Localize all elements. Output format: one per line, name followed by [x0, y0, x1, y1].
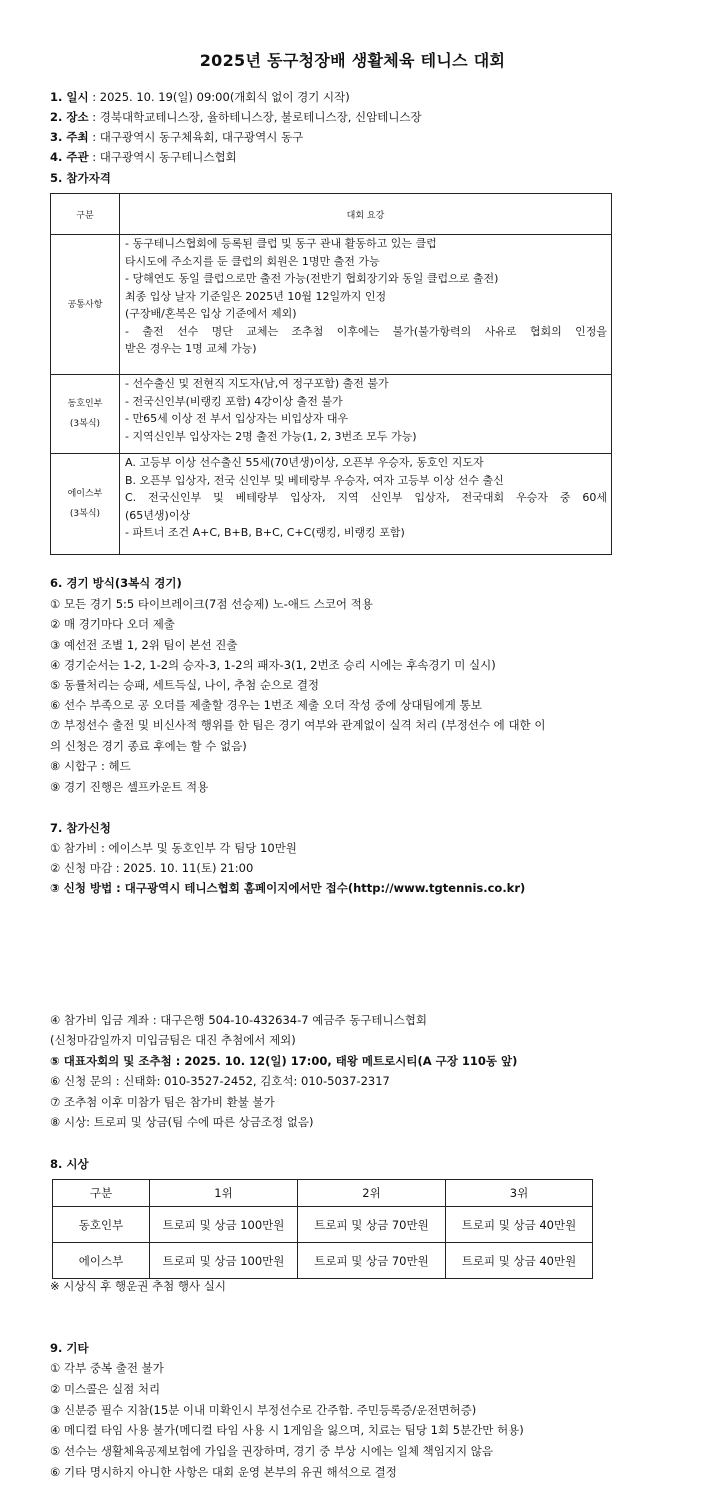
description-line: A. 고등부 이상 선수출신 55세(70년생)이상, 오픈부 우승자, 동호인 지도자 [125, 456, 484, 469]
description-line: - 출전 선수 명단 교체는 조추첨 이후에는 불가(불가항력의 사유로 협회의 인정을 [125, 324, 607, 338]
table-row [53, 1243, 593, 1279]
list-item: ② 신청 마감 : 2025. 10. 11(토) 21:00 [50, 861, 254, 875]
description-cell [120, 454, 612, 555]
description-line: - 파트너 조건 A+C, B+B, B+C, C+C(랭킹, 비랭킹 포함) [125, 526, 405, 539]
table-cell: 트로피 및 상금 70만원 [298, 1207, 446, 1243]
table-cell: 트로피 및 상금 100만원 [150, 1243, 298, 1279]
description-cell [120, 375, 612, 454]
list-item: ⑦ 부정선수 출전 및 비신사적 행위를 한 팀은 경기 여부와 관계없이 실격 처리 (부정선수 에 대한 이 [50, 718, 546, 732]
table-header-cell: 3위 [446, 1180, 593, 1207]
table-cell: 동호인부 [53, 1207, 150, 1243]
info-host: 3. 주최 : 대구광역시 동구체육회, 대구광역시 동구 [50, 130, 304, 144]
table-row [51, 235, 612, 375]
description-line: - 당해연도 동일 클럽으로만 출전 가능(전반기 협회장기와 동일 클럽으로 출전) [125, 272, 499, 285]
table-row [51, 454, 612, 555]
description-line: 받은 경우는 1명 교체 가능) [125, 342, 257, 355]
list-item: ③ 신청 방법 : 대구광역시 테니스협회 홈페이지에서만 접수(http://www.tgtennis.co.kr) [50, 881, 526, 895]
list-item: (신청마감일까지 미입금팀은 대진 추첨에서 제외) [50, 1033, 296, 1047]
description-line: (65년생)이상 [125, 508, 191, 522]
table-header-cell: 구분 [53, 1180, 150, 1207]
description-line: - 만65세 이상 전 부서 입상자는 비입상자 대우 [125, 412, 349, 425]
list-item: ⑥ 선수 부족으로 공 오더를 제출할 경우는 1번조 제출 오더 작성 중에 상대팀에게 통보 [50, 698, 482, 712]
list-item: ⑦ 조추첨 이후 미참가 팀은 참가비 환불 불가 [50, 1095, 275, 1109]
qualification-table [50, 193, 612, 555]
description-line: - 지역신인부 입상자는 2명 출전 가능(1, 2, 3번조 모두 가능) [125, 429, 417, 443]
list-item: ⑥ 신청 문의 : 신태화: 010-3527-2452, 김호석: 010-5037-2317 [50, 1074, 390, 1088]
list-item: ⑤ 대표자회의 및 조추첨 : 2025. 10. 12(일) 17:00, 태왕 메트로시티(A 구장 110동 앞) [50, 1054, 518, 1068]
list-item: ④ 경기순서는 1-2, 1-2의 승자-3, 1-2의 패자-3(1, 2번조 승리 시에는 후속경기 미 실시) [50, 658, 496, 672]
list-item: ⑧ 시합구 : 헤드 [50, 759, 131, 773]
info-date: 1. 일시 : 2025. 10. 19(일) 09:00(개회식 없이 경기 시작) [50, 90, 350, 104]
awards-heading: 8. 시상 [50, 1157, 89, 1171]
table-cell: 트로피 및 상금 40만원 [446, 1243, 593, 1279]
table-header-cell: 대회 요강 [120, 194, 612, 235]
info-organizer: 4. 주관 : 대구광역시 동구테니스협회 [50, 150, 237, 164]
game-method-heading: 6. 경기 방식(3복식 경기) [50, 576, 182, 590]
list-item: ① 각부 중복 출전 불가 [50, 1361, 164, 1375]
category-cell: 에이스부 (3복식) [51, 454, 120, 555]
description-line: - 전국신인부(비랭킹 포함) 4강이상 출전 불가 [125, 394, 343, 408]
etc-heading: 9. 기타 [50, 1341, 89, 1355]
awards-note: ※ 시상식 후 행운권 추첨 행사 실시 [50, 1279, 226, 1293]
list-item: ⑧ 시상: 트로피 및 상금(팀 수에 따른 상금조정 없음) [50, 1115, 314, 1129]
list-item: ⑨ 경기 진행은 셀프카운트 적용 [50, 780, 209, 794]
list-item: ① 모든 경기 5:5 타이브레이크(7점 선승제) 노-애드 스코어 적용 [50, 597, 373, 611]
awards-table [52, 1179, 593, 1279]
category-cell: 동호인부 (3복식) [51, 375, 120, 454]
qualification-heading: 5. 참가자격 [50, 171, 111, 185]
description-line: - 동구테니스협회에 등록된 클럽 및 동구 관내 활동하고 있는 클럽 [125, 237, 437, 250]
table-cell: 트로피 및 상금 70만원 [298, 1243, 446, 1279]
table-row [51, 375, 612, 454]
table-cell: 에이스부 [53, 1243, 150, 1279]
list-item: ② 미스콜은 실점 처리 [50, 1382, 161, 1396]
info-venue: 2. 장소 : 경북대학교테니스장, 율하테니스장, 불로테니스장, 신암테니스장 [50, 110, 422, 124]
table-cell: 트로피 및 상금 40만원 [446, 1207, 593, 1243]
list-item: ③ 예선전 조별 1, 2위 팀이 본선 진출 [50, 638, 238, 652]
list-item: ⑤ 동률처리는 승패, 세트득실, 나이, 추첨 순으로 결정 [50, 678, 320, 692]
description-cell [120, 235, 612, 375]
table-row [53, 1207, 593, 1243]
list-item: 의 신청은 경기 종료 후에는 할 수 없음) [50, 739, 247, 753]
document-title: 2025년 동구청장배 생활체육 테니스 대회 [199, 51, 506, 70]
description-line: 타시도에 주소지를 둔 클럽의 회원은 1명만 출전 가능 [125, 254, 380, 268]
list-item: ⑥ 기타 명시하지 아니한 사항은 대회 운영 본부의 유권 해석으로 결정 [50, 1465, 397, 1479]
list-item: ④ 참가비 입금 계좌 : 대구은행 504-10-432634-7 예금주 동구테니스협회 [50, 1013, 427, 1027]
list-item: ④ 메디컬 타임 사용 불가(메디컬 타임 사용 시 1게임을 잃으며, 치료는 팀당 1회 5분간만 허용) [50, 1423, 524, 1437]
description-line: 최종 입상 날자 기준일은 2025년 10월 12일까지 인정 [125, 289, 387, 303]
description-line: - 선수출신 및 전현직 지도자(남,여 정구포함) 출전 불가 [125, 377, 389, 390]
table-header-cell: 1위 [150, 1180, 298, 1207]
table-header-row [51, 194, 612, 235]
table-header-cell: 구분 [51, 194, 120, 235]
list-item: ① 참가비 : 에이스부 및 동호인부 각 팀당 10만원 [50, 841, 297, 855]
application-heading: 7. 참가신청 [50, 821, 111, 835]
description-line: C. 전국신인부 및 베테랑부 입상자, 지역 신인부 입상자, 전국대회 우승자 중 60세 [125, 491, 607, 504]
description-line: (구장배/혼복은 입상 기준에서 제외) [125, 307, 297, 320]
list-item: ③ 신분증 필수 지참(15분 이내 미확인시 부정선수로 간주함. 주민등록증/운전면허증) [50, 1403, 477, 1417]
table-cell: 트로피 및 상금 100만원 [150, 1207, 298, 1243]
list-item: ② 매 경기마다 오더 제출 [50, 617, 175, 631]
table-header-cell: 2위 [298, 1180, 446, 1207]
table-header-row [53, 1180, 593, 1207]
category-cell: 공통사항 [51, 235, 120, 375]
list-item: ⑤ 선수는 생활체육공제보험에 가입을 권장하며, 경기 중 부상 시에는 일체 책임지지 않음 [50, 1444, 493, 1458]
description-line: B. 오픈부 입상자, 전국 신인부 및 베테랑부 우승자, 여자 고등부 이상 선수 출신 [125, 473, 504, 487]
